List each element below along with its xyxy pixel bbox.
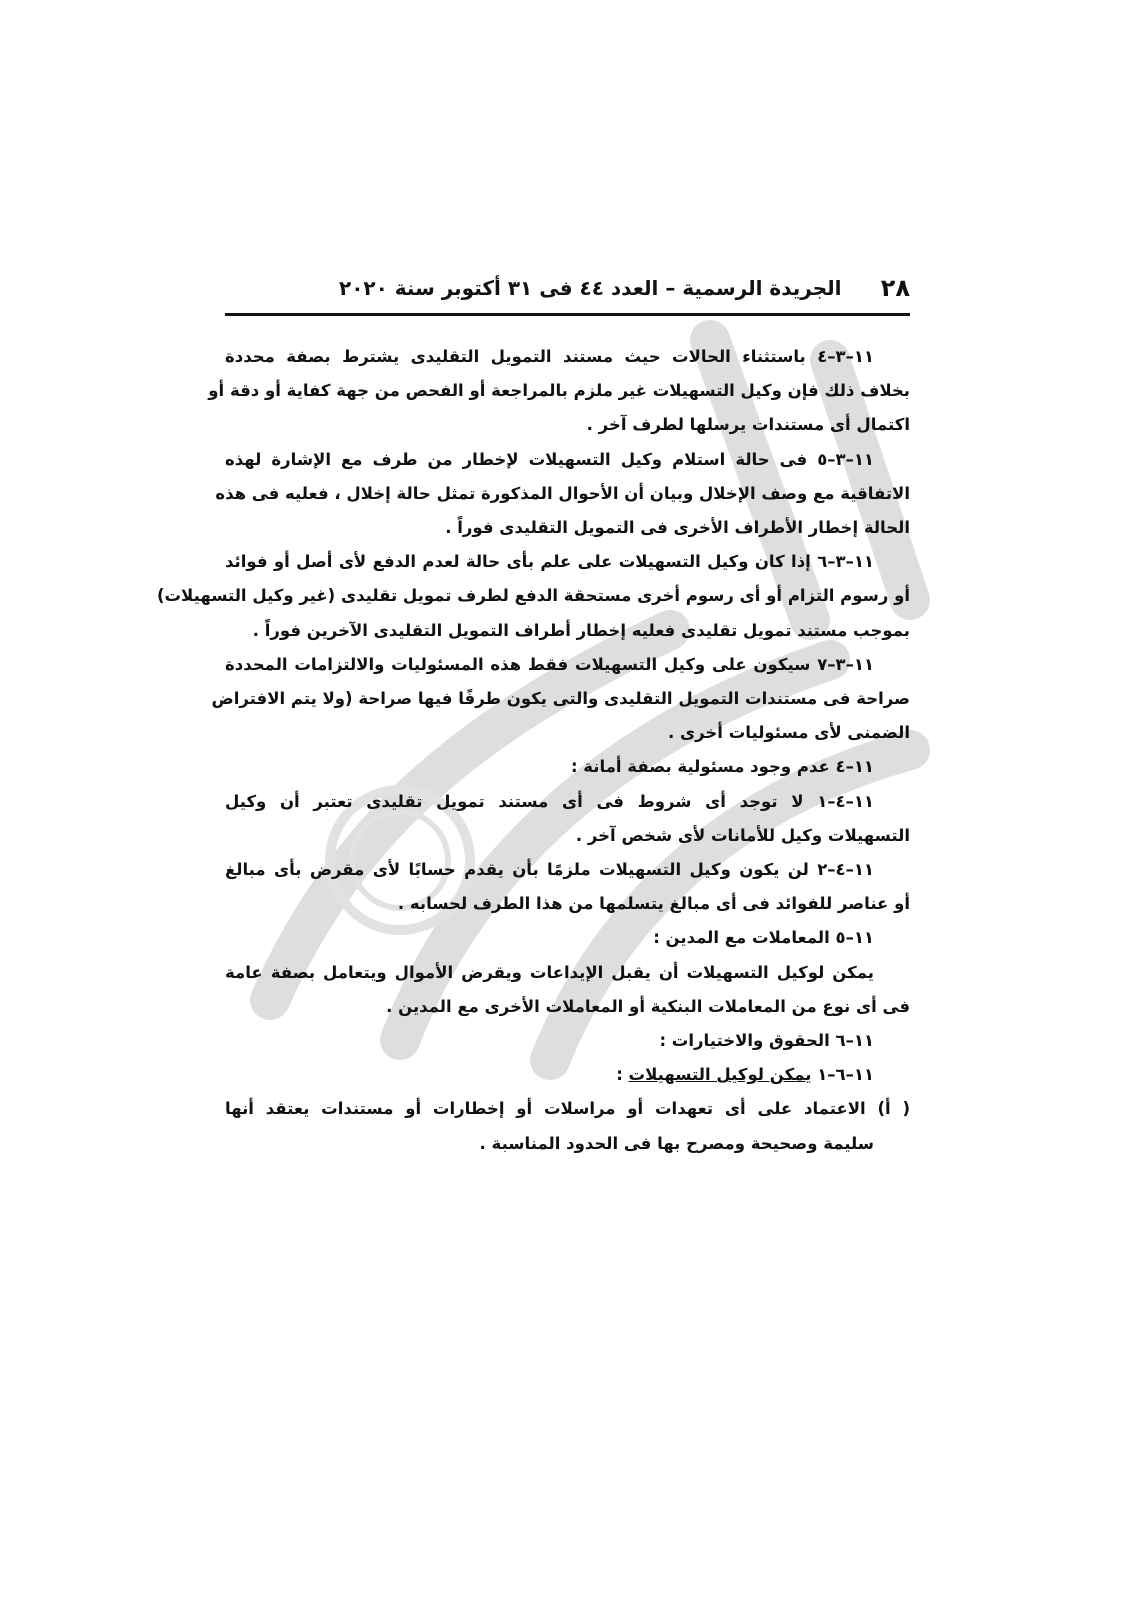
text-line: سليمة وصحيحة ومصرح بها فى الحدود المناسبة . (479, 1133, 874, 1153)
text-line: أو عناصر للفوائد فى أى مبالغ يتسلمها من هذا الطرف لحسابه . (397, 894, 910, 914)
clause-number: ١١–٦–١ (811, 1065, 874, 1085)
document-body (156, 340, 910, 1161)
section-heading: ١١–٥ المعاملات مع المدين : (653, 928, 874, 948)
clause-11-4-1 (225, 785, 910, 853)
clause-11-5-body (225, 956, 910, 1024)
clause-11-6-1 (225, 1058, 910, 1092)
text-line: اكتمال أى مستندات يرسلها لطرف آخر . (586, 415, 910, 435)
text-line: أو رسوم التزام أو أى رسوم أخرى مستحقة الدفع لطرف تمويل تقليدى (غير وكيل التسهيلات) (156, 586, 910, 606)
section-heading: ١١–٤ عدم وجود مسئولية بصفة أمانة : (570, 757, 874, 777)
text-line: صراحة فى مستندات التمويل التقليدى والتى يكون طرفًا فيها صراحة (ولا يتم الافتراض (211, 689, 910, 709)
text-line: ١١–٣–٧ سيكون على وكيل التسهيلات فقط هذه المسئوليات والالتزامات المحددة (225, 654, 874, 674)
header-title: الجريدة الرسمية – العدد ٤٤ فى ٣١ أكتوبر سنة ٢٠٢٠ (339, 276, 842, 300)
section-heading: ١١–٦ الحقوق والاختيارات : (659, 1031, 874, 1051)
text-line: ١١–٣–٤ باستثناء الحالات حيث مستند التمويل التقليدى يشترط بصفة محددة (225, 347, 874, 366)
text-line: فى أى نوع من المعاملات البنكية أو المعاملات الأخرى مع المدين . (386, 996, 910, 1016)
text-line: بموجب مستند تمويل تقليدى فعليه إخطار أطراف التمويل التقليدى الآخرين فوراً . (252, 620, 910, 640)
text-line: ١١–٣–٦ إذا كان وكيل التسهيلات على علم بأى حالة لعدم الدفع لأى أصل أو فوائد (225, 552, 874, 572)
text-line: ١١–٤–٢ لن يكون وكيل التسهيلات ملزمًا بأن يقدم حسابًا لأى مقرض بأى مبالغ (225, 860, 874, 880)
text-line: ١١–٣–٥ فى حالة استلام وكيل التسهيلات لإخطار من طرف مع الإشارة لهذه (225, 449, 874, 469)
page-header (225, 270, 910, 316)
section-heading-11-4 (225, 750, 910, 784)
text-line: الاتفاقية مع وصف الإخلال وبيان أن الأحوال المذكورة تمثل حالة إخلال ، فعليه فى هذه (215, 483, 910, 503)
text-line: بخلاف ذلك فإن وكيل التسهيلات غير ملزم بالمراجعة أو الفحص من جهة كفاية أو دقة أو (208, 381, 910, 401)
underlined-text: يمكن لوكيل التسهيلات (628, 1065, 812, 1085)
text-line: يمكن لوكيل التسهيلات أن يقبل الإيداعات ويقرض الأموال ويتعامل بصفة عامة (225, 962, 874, 982)
section-heading-11-6 (225, 1024, 910, 1058)
clause-11-6-1-a (225, 1092, 910, 1160)
text-line: ( أ) الاعتماد على أى تعهدات أو مراسلات أو إخطارات أو مستندات يعتقد أنها (225, 1099, 910, 1119)
clause-suffix: : (616, 1065, 629, 1085)
text-line (225, 1058, 910, 1092)
page-number: ٢٨ (880, 274, 910, 302)
clause-11-3-5 (215, 443, 910, 546)
text-line: التسهيلات وكيل للأمانات لأى شخص آخر . (575, 825, 910, 845)
clause-11-4-2 (225, 853, 910, 921)
text-line: الحالة إخطار الأطراف الأخرى فى التمويل التقليدى فوراً . (445, 518, 910, 538)
header-rule (225, 313, 910, 316)
text-line: ١١–٤–١ لا توجد أى شروط فى أى مستند تمويل تقليدى تعتبر أن وكيل (225, 791, 874, 811)
section-heading-11-5 (225, 921, 910, 955)
text-line: الضمنى لأى مسئوليات أخرى . (668, 723, 910, 743)
clause-11-3-7 (211, 648, 910, 751)
clause-11-3-6 (156, 545, 910, 648)
clause-11-3-4 (208, 340, 910, 443)
